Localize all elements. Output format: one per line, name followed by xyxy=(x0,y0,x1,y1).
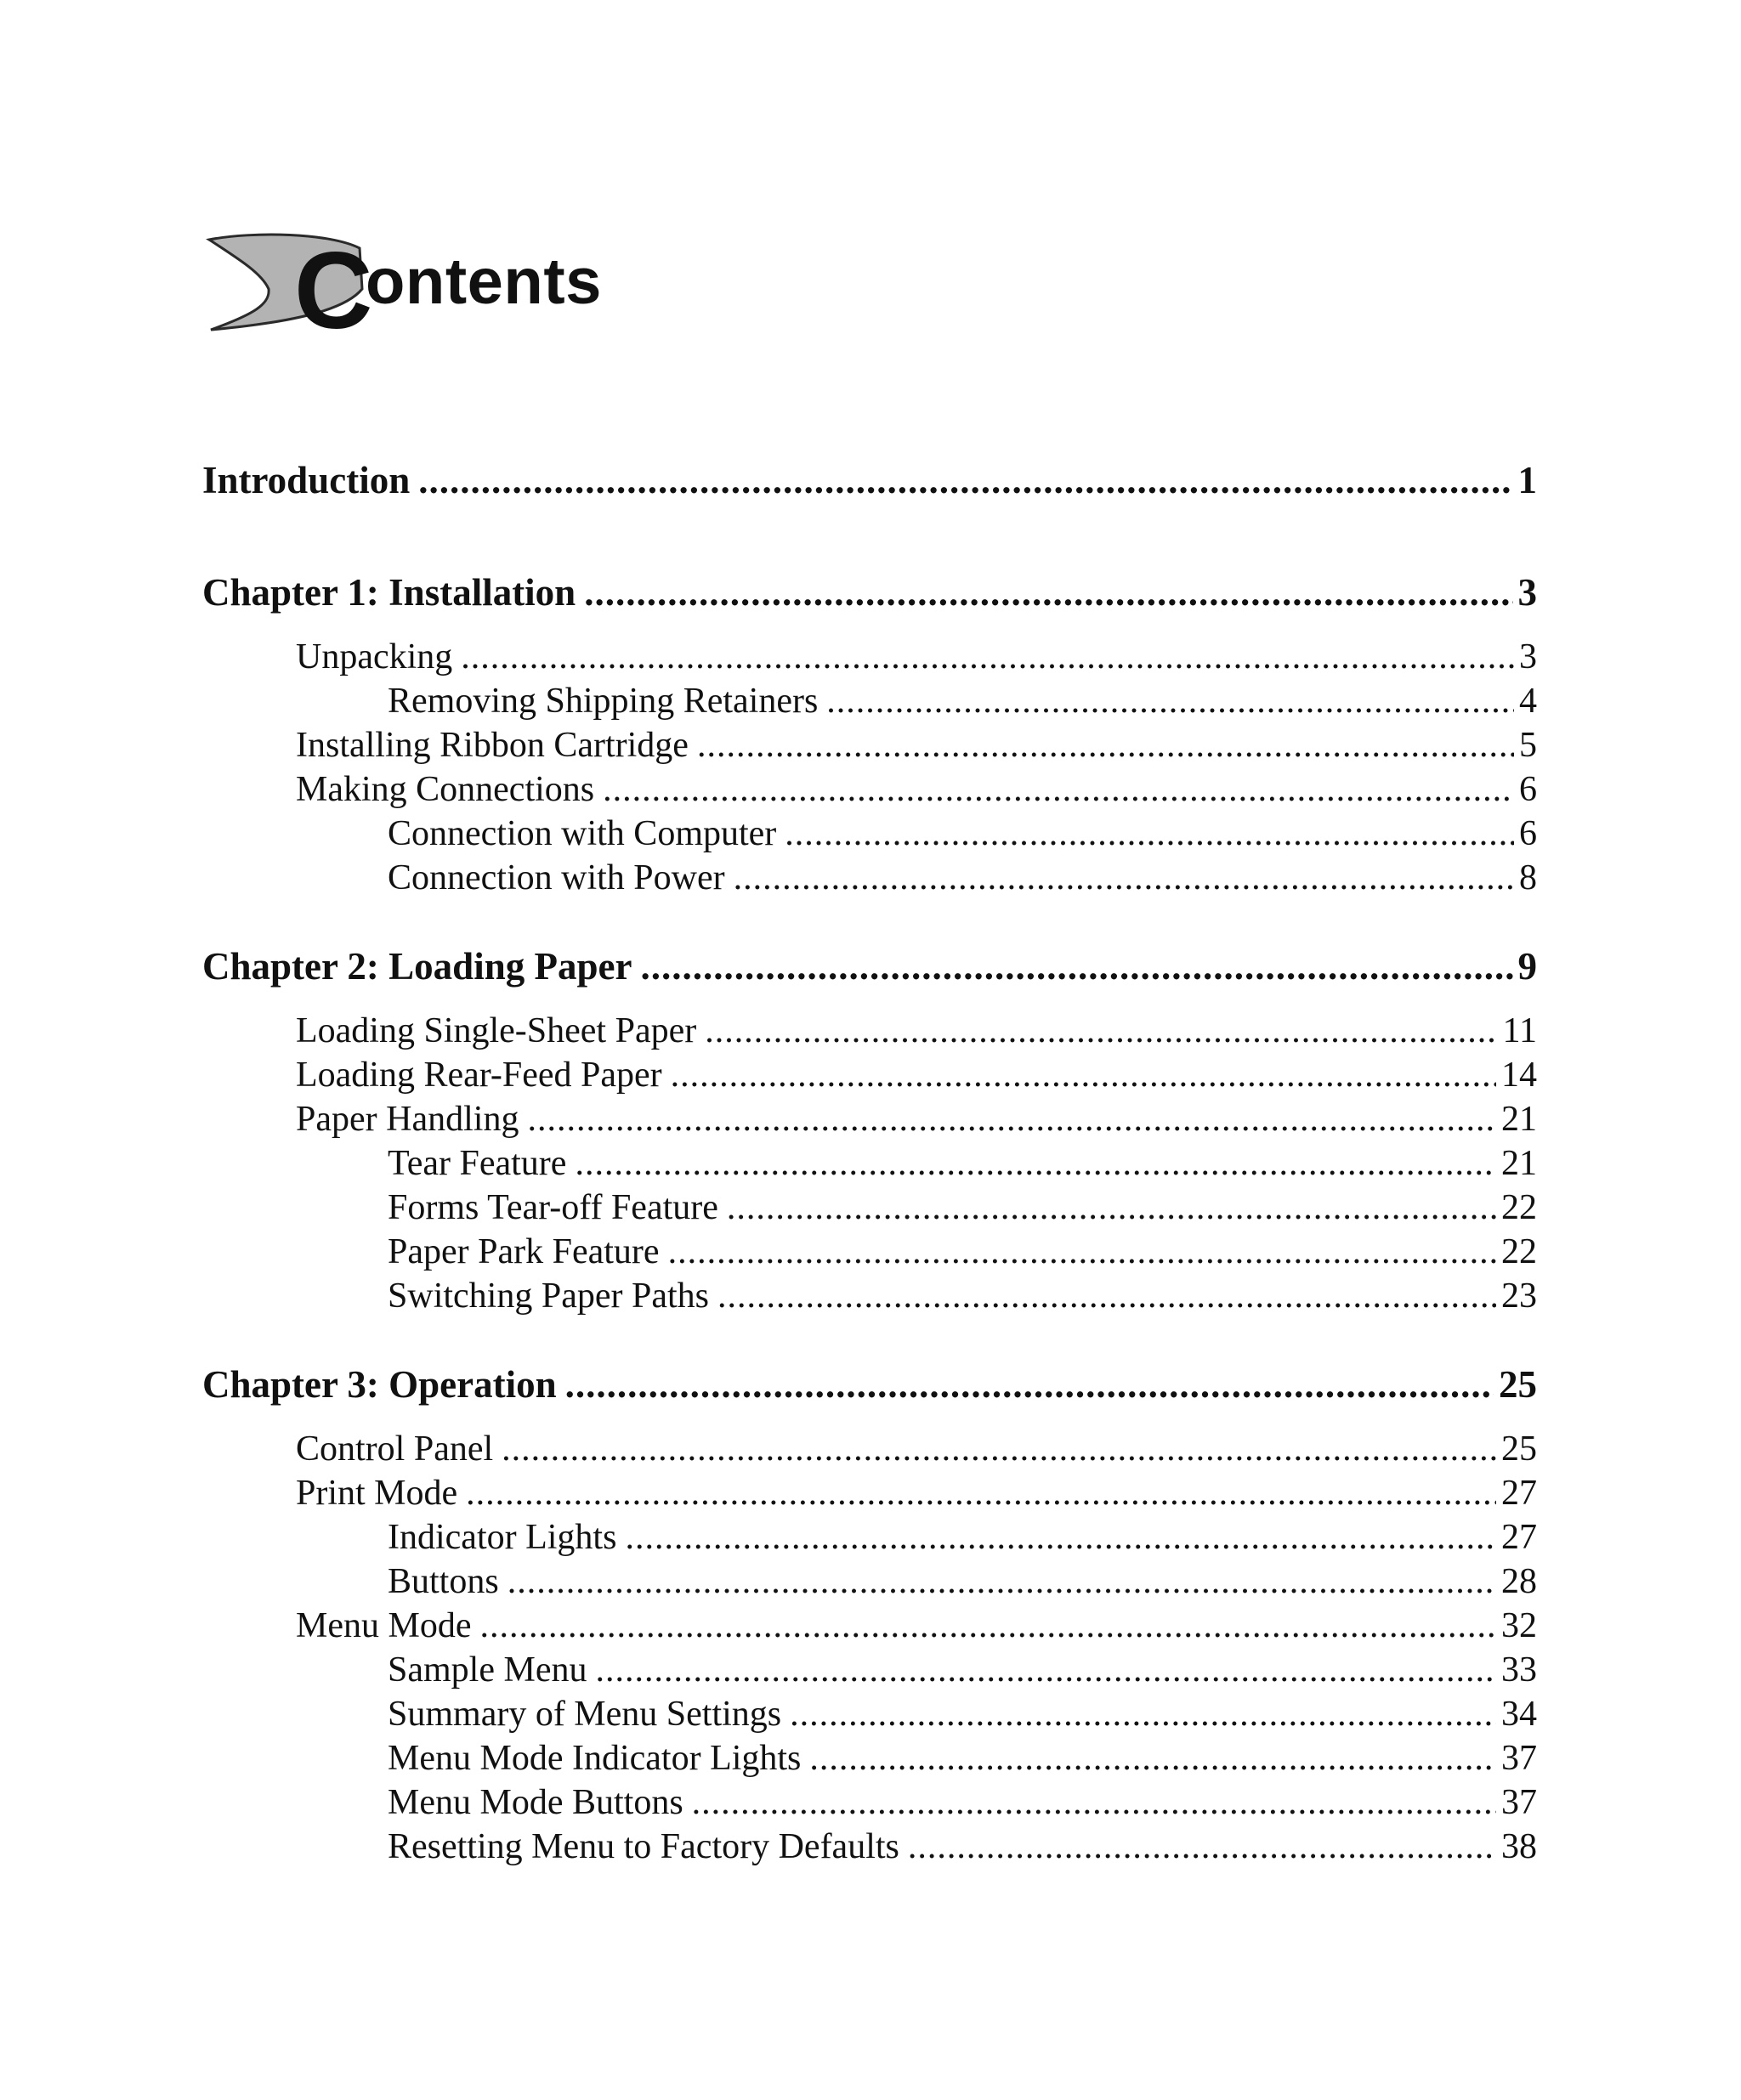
toc-page-number: 1 xyxy=(1517,459,1537,501)
toc-entry-title: Chapter 2: Loading Paper xyxy=(202,945,632,988)
toc-page-number: 5 xyxy=(1519,726,1537,765)
toc-entry-title: Menu Mode Indicator Lights xyxy=(388,1739,802,1778)
toc-page-number: 21 xyxy=(1501,1144,1537,1183)
toc-section-entry[interactable] xyxy=(388,1142,1537,1185)
toc-dot-leader xyxy=(727,1186,1496,1229)
toc-dot-leader xyxy=(565,1363,1494,1406)
toc-section-entry[interactable] xyxy=(388,812,1537,855)
toc-entry-title: Tear Feature xyxy=(388,1144,567,1183)
toc-entry-title: Chapter 1: Installation xyxy=(202,571,576,614)
toc-dot-leader xyxy=(575,1142,1496,1185)
toc-dot-leader xyxy=(625,1516,1496,1559)
toc-dot-leader xyxy=(527,1098,1496,1141)
toc-page-number: 22 xyxy=(1501,1188,1537,1227)
toc-dot-leader xyxy=(479,1605,1496,1647)
toc-page-number: 27 xyxy=(1501,1518,1537,1557)
toc-section-entry[interactable] xyxy=(296,1428,1537,1470)
contents-swoosh-logo xyxy=(202,229,372,340)
toc-section-entry[interactable] xyxy=(388,1649,1537,1691)
toc-section-entry[interactable] xyxy=(296,1472,1537,1514)
toc-section-entry[interactable] xyxy=(388,1186,1537,1229)
toc-dot-leader xyxy=(640,945,1512,988)
toc-page-number: 37 xyxy=(1501,1739,1537,1778)
toc-section-entry[interactable] xyxy=(296,1605,1537,1647)
toc-dot-leader xyxy=(826,680,1514,722)
toc-dot-leader xyxy=(603,768,1514,811)
toc-entry-title: Chapter 3: Operation xyxy=(202,1363,557,1406)
toc-page-number: 23 xyxy=(1501,1276,1537,1316)
toc-dot-leader xyxy=(418,459,1512,501)
toc-entry-title: Control Panel xyxy=(296,1429,494,1469)
toc-dot-leader xyxy=(671,1054,1496,1096)
toc-entry-title: Forms Tear-off Feature xyxy=(388,1188,718,1227)
toc-page-number: 21 xyxy=(1501,1100,1537,1139)
toc-dot-leader xyxy=(508,1560,1496,1603)
toc-entry-title: Making Connections xyxy=(296,770,595,809)
toc-chapter-entry[interactable] xyxy=(202,945,1537,988)
toc-entry-title: Sample Menu xyxy=(388,1650,587,1690)
toc-dot-leader xyxy=(461,636,1514,678)
toc-entry-title: Loading Rear-Feed Paper xyxy=(296,1056,662,1095)
toc-page-number: 25 xyxy=(1501,1429,1537,1469)
toc-entry-title: Menu Mode Buttons xyxy=(388,1783,683,1822)
toc-dot-leader xyxy=(692,1781,1496,1824)
contents-heading xyxy=(202,229,644,340)
toc-chapter-entry[interactable] xyxy=(202,571,1537,614)
toc-section-entry[interactable] xyxy=(388,680,1537,722)
toc-page-number: 33 xyxy=(1501,1650,1537,1690)
toc-page-number: 14 xyxy=(1501,1056,1537,1095)
toc-dot-leader xyxy=(466,1472,1496,1514)
toc-page-number: 27 xyxy=(1501,1474,1537,1513)
toc-dot-leader xyxy=(705,1010,1497,1052)
toc-entry-title: Switching Paper Paths xyxy=(388,1276,709,1316)
toc-dot-leader xyxy=(734,857,1514,899)
toc-page-number: 3 xyxy=(1517,571,1537,614)
toc-chapter-entry[interactable] xyxy=(202,1363,1537,1406)
toc-section-entry[interactable] xyxy=(388,1737,1537,1780)
toc-section-entry[interactable] xyxy=(296,1054,1537,1096)
toc-page-number: 6 xyxy=(1519,814,1537,853)
contents-initial-letter: C xyxy=(294,230,372,340)
toc-entry-title: Loading Single-Sheet Paper xyxy=(296,1011,697,1050)
toc-entry-title: Indicator Lights xyxy=(388,1518,617,1557)
toc-entry-title: Resetting Menu to Factory Defaults xyxy=(388,1827,899,1866)
toc-page-number: 28 xyxy=(1501,1562,1537,1601)
toc-page-number: 8 xyxy=(1519,858,1537,897)
toc-page-number: 11 xyxy=(1502,1011,1537,1050)
toc-chapter-entry[interactable] xyxy=(202,459,1537,501)
toc-section-entry[interactable] xyxy=(388,1781,1537,1824)
contents-title: ontents xyxy=(366,246,602,318)
toc-section-entry[interactable] xyxy=(388,1231,1537,1273)
toc-page-number: 38 xyxy=(1501,1827,1537,1866)
toc-section-entry[interactable] xyxy=(388,1516,1537,1559)
toc-section-entry[interactable] xyxy=(296,636,1537,678)
toc-section-entry[interactable] xyxy=(296,724,1537,767)
toc-entry-title: Buttons xyxy=(388,1562,499,1601)
toc-page-number: 6 xyxy=(1519,770,1537,809)
toc-entry-title: Menu Mode xyxy=(296,1606,472,1645)
toc-entry-title: Connection with Power xyxy=(388,858,725,897)
toc-section-entry[interactable] xyxy=(388,857,1537,899)
toc-page-number: 3 xyxy=(1519,637,1537,676)
toc-section-entry[interactable] xyxy=(388,1275,1537,1317)
toc-section-entry[interactable] xyxy=(296,1010,1537,1052)
toc-page-number: 4 xyxy=(1519,682,1537,721)
toc-section-entry[interactable] xyxy=(296,768,1537,811)
toc-section-entry[interactable] xyxy=(388,1825,1537,1868)
toc-entry-title: Summary of Menu Settings xyxy=(388,1695,782,1734)
toc-dot-leader xyxy=(697,724,1514,767)
toc-dot-leader xyxy=(502,1428,1496,1470)
toc-entry-title: Unpacking xyxy=(296,637,453,676)
toc-entry-title: Print Mode xyxy=(296,1474,458,1513)
toc-entry-title: Paper Park Feature xyxy=(388,1232,660,1271)
toc-page-number: 25 xyxy=(1499,1363,1537,1406)
toc-dot-leader xyxy=(790,1693,1496,1735)
toc-dot-leader xyxy=(595,1649,1496,1691)
toc-page-number: 32 xyxy=(1501,1606,1537,1645)
toc-dot-leader xyxy=(717,1275,1496,1317)
toc-page-number: 22 xyxy=(1501,1232,1537,1271)
toc-page-number: 37 xyxy=(1501,1783,1537,1822)
toc-entry-title: Installing Ribbon Cartridge xyxy=(296,726,689,765)
toc-page-number: 9 xyxy=(1517,945,1537,988)
toc-entry-title: Introduction xyxy=(202,459,411,501)
toc-dot-leader xyxy=(809,1737,1496,1780)
toc-section-entry[interactable] xyxy=(388,1560,1537,1603)
toc-dot-leader xyxy=(584,571,1512,614)
toc-entry-title: Connection with Computer xyxy=(388,814,777,853)
toc-entry-title: Removing Shipping Retainers xyxy=(388,682,819,721)
toc-page-number: 34 xyxy=(1501,1695,1537,1734)
toc-dot-leader xyxy=(668,1231,1496,1273)
toc-dot-leader xyxy=(785,812,1514,855)
toc-section-entry[interactable] xyxy=(296,1098,1537,1141)
toc-dot-leader xyxy=(908,1825,1496,1868)
toc-entry-title: Paper Handling xyxy=(296,1100,519,1139)
toc-section-entry[interactable] xyxy=(388,1693,1537,1735)
